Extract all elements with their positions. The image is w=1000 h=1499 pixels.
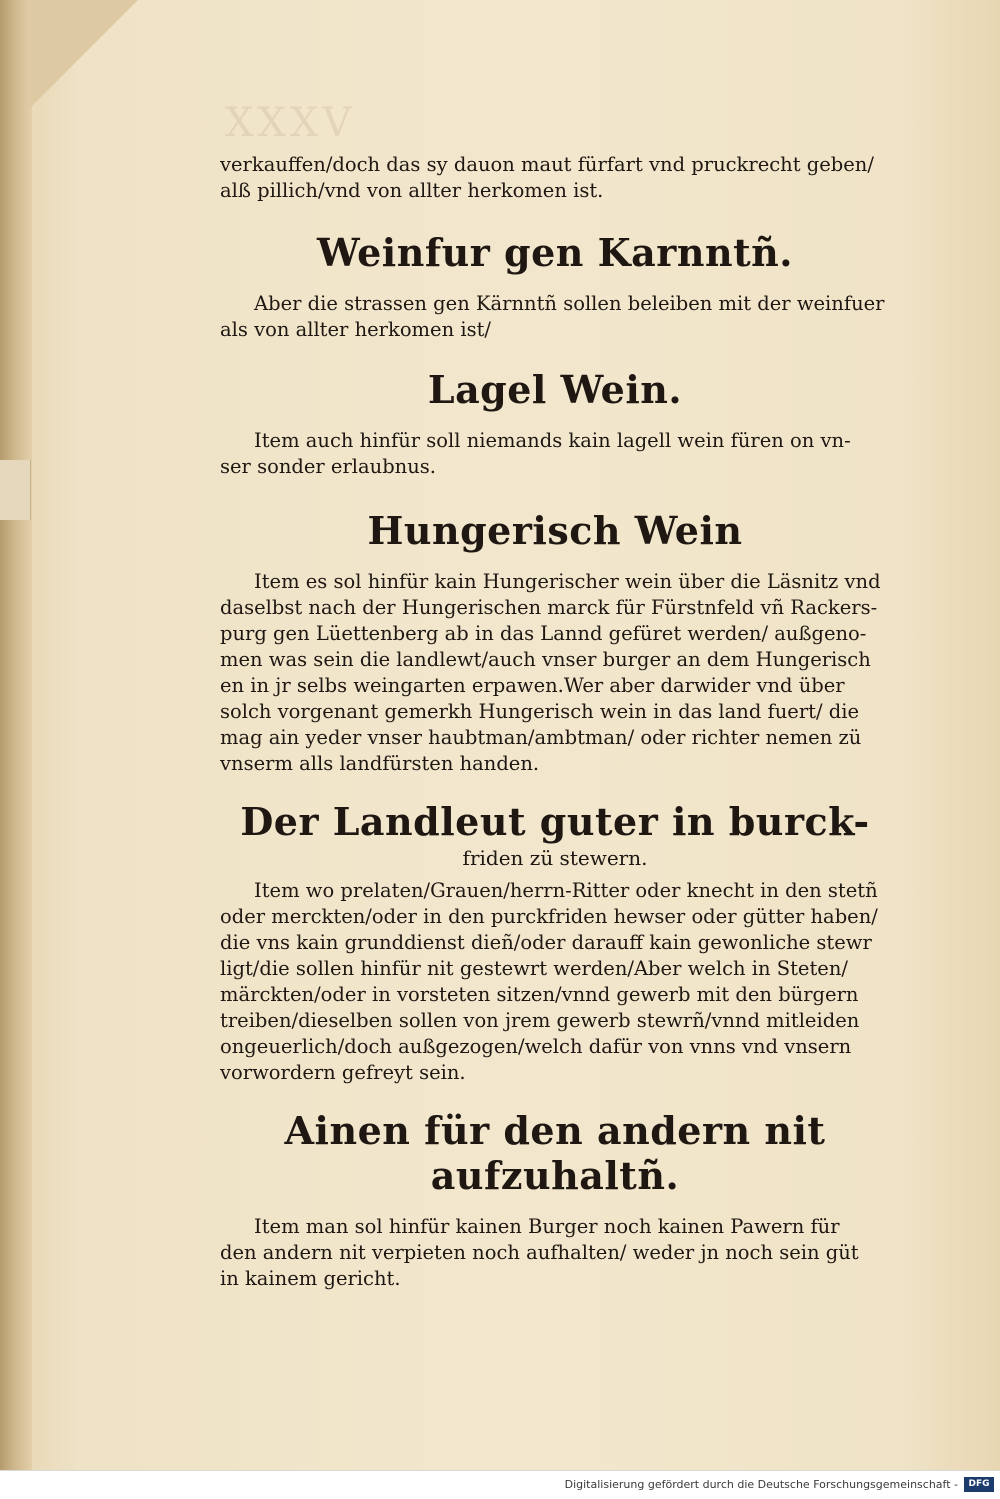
- heading-lagel-wein: Lagel Wein.: [427, 367, 683, 412]
- footer-bar: [0, 1470, 1000, 1499]
- text-line: Item auch hinfür soll niemands kain lagell wein füren on vn-: [254, 429, 851, 452]
- text-line: ongeuerlich/doch außgezogen/welch dafür von vnns vnd vnsern: [220, 1035, 852, 1058]
- text-line: en in jr selbs weingarten erpawen.Wer aber darwider vnd über: [220, 674, 845, 697]
- text-line: men was sein die landlewt/auch vnser burger an dem Hungerisch: [220, 648, 871, 671]
- text-line: vorwordern gefreyt sein.: [220, 1061, 466, 1084]
- paragraph-5: [220, 878, 890, 1086]
- text-line: mag ain yeder vnser haubtman/ambtman/ oder richter nemen zü: [220, 726, 862, 749]
- page-corner: [28, 0, 138, 110]
- text-line: treiben/dieselben sollen von jrem gewerb stewrñ/vnnd mitleiden: [220, 1009, 860, 1032]
- text-line: verkauffen/doch das sy dauon maut fürfart vnd pruckrecht geben/: [220, 153, 874, 176]
- text-line: Item wo prelaten/Grauen/herrn-Ritter oder knecht in den stetñ: [254, 879, 878, 902]
- paragraph-2: [220, 291, 890, 343]
- paragraph-6: [220, 1214, 890, 1292]
- text-line: den andern nit verpieten noch aufhalten/ weder jn noch sein güt: [220, 1241, 859, 1264]
- paragraph-1: [220, 152, 890, 204]
- text-line: Aber die strassen gen Kärnntñ sollen beleiben mit der weinfuer: [254, 292, 885, 315]
- text-line: in kainem gericht.: [220, 1267, 401, 1290]
- text-line: solch vorgenant gemerkh Hungerisch wein in das land fuert/ die: [220, 700, 860, 723]
- dfg-logo-icon[interactable]: DFG: [964, 1477, 994, 1492]
- heading-hungerisch-wein: Hungerisch Wein: [367, 508, 743, 553]
- text-line: alß pillich/vnd von allter herkomen ist.: [220, 179, 604, 202]
- text-line: ser sonder erlaubnus.: [220, 455, 437, 478]
- text-line: Item es sol hinfür kain Hungerischer wein über die Läsnitz vnd: [254, 570, 881, 593]
- book-gutter: [0, 0, 32, 1470]
- paragraph-4: [220, 569, 890, 777]
- text-line: ligt/die sollen hinfür nit gestewrt werden/Aber welch in Steten/: [220, 957, 848, 980]
- page-fold: [0, 460, 31, 520]
- ghost-header: XXXV: [225, 100, 356, 146]
- heading-ainen-fur: Ainen für den andern nit aufzuhaltñ.: [284, 1108, 826, 1198]
- text-line: die vns kain grunddienst dieñ/oder darauff kain gewonliche stewr: [220, 931, 872, 954]
- text-line: märckten/oder in vorsteten sitzen/vnnd gewerb mit den bürgern: [220, 983, 859, 1006]
- text-line: oder merckten/oder in den purckfriden hewser oder gütter haben/: [220, 905, 878, 928]
- heading-landleut-guter-sub: friden zü stewern.: [462, 846, 648, 870]
- funding-credit: Digitalisierung gefördert durch die Deutsche Forschungsgemeinschaft -: [564, 1478, 958, 1491]
- text-line: daselbst nach der Hungerischen marck für Fürstnfeld vñ Rackers-: [220, 596, 878, 619]
- text-line: Item man sol hinfür kainen Burger noch kainen Pawern für: [254, 1215, 840, 1238]
- text-line: als von allter herkomen ist/: [220, 318, 491, 341]
- text-line: purg gen Lüettenberg ab in das Lannd gefüret werden/ außgeno-: [220, 622, 867, 645]
- heading-weinfur: Weinfur gen Karnntñ.: [317, 230, 793, 275]
- text-line: vnserm alls landfürsten handen.: [220, 752, 540, 775]
- heading-landleut-guter: Der Landleut guter in burck-: [240, 799, 870, 844]
- page-text: [220, 150, 890, 1292]
- paragraph-3: [220, 428, 890, 480]
